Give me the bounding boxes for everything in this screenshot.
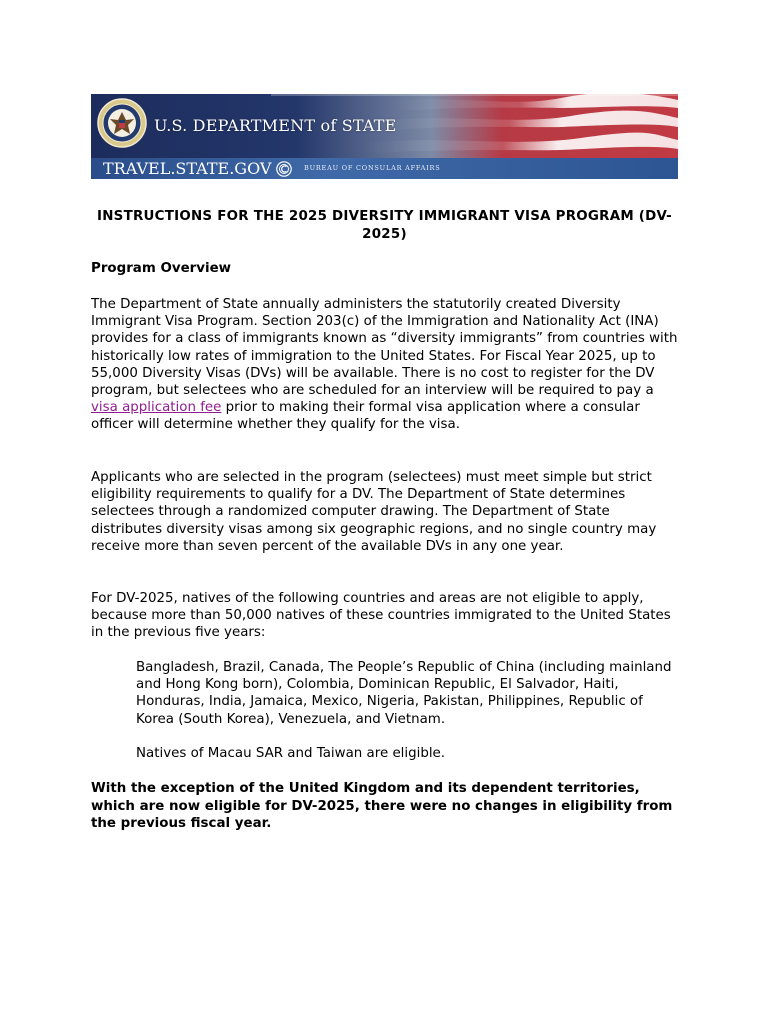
overview-text-end: prior to making their formal visa application where a consular officer will determine whether they qualify for the visa. [91, 400, 640, 433]
state-department-seal-icon [97, 98, 147, 148]
overview-paragraph [91, 296, 681, 434]
section-heading: Program Overview [91, 261, 232, 276]
header-banner [91, 94, 678, 179]
bureau-name: BUREAU OF CONSULAR AFFAIRS [304, 164, 441, 172]
eligible-note: Natives of Macau SAR and Taiwan are eligible. [136, 746, 446, 761]
overview-text-start: The Department of State annually administers the statutorily created Diversity Immigrant Visa Program. Section 203(c) of the Immigration and Nationality Act (INA) provides for a class of immigrants known as “diversity immigrants” from countries with historically low rates of immigration to the United States. For Fiscal Year 2025, up to 55,000 Diversity Visas (DVs) will be available. There is no cost to register for the DV program, but selectees who are scheduled for an interview will be required to pay a [91, 297, 678, 399]
document-title: INSTRUCTIONS FOR THE 2025 DIVERSITY IMMIGRANT VISA PROGRAM (DV-2025) [96, 209, 672, 242]
visa-application-fee-link[interactable]: visa application fee [91, 400, 222, 416]
eligibility-paragraph: Applicants who are selected in the program (selectees) must meet simple but strict eligibility requirements to qualify for a DV. The Department of State determines selectees through a randomized computer drawing. The Department of State distributes diversity visas among six geographic regions, and no single country may receive more than seven percent of the available DVs in any one year. [91, 470, 657, 554]
department-name: U.S. DEPARTMENT of STATE [154, 116, 397, 135]
exception-note: With the exception of the United Kingdom and its dependent territories, which are now eligible for DV-2025, there were no changes in eligibility from the previous fiscal year. [91, 781, 673, 831]
ineligible-intro-paragraph: For DV-2025, natives of the following countries and areas are not eligible to apply, because more than 50,000 natives of these countries immigrated to the United States in the previous five years: [91, 591, 671, 641]
ineligible-countries-list: Bangladesh, Brazil, Canada, The People’s Republic of China (including mainland and Hong Kong born), Colombia, Dominican Republic, El Salvador, Haiti, Honduras, India, Jamaica, Mexico, Nigeria, Pakistan, Philippines, Republic of Korea (South Korea), Venezuela, and Vietnam. [136, 660, 672, 727]
consular-affairs-logo-icon [276, 161, 292, 177]
site-name[interactable]: TRAVEL.STATE.GOV [103, 159, 272, 178]
